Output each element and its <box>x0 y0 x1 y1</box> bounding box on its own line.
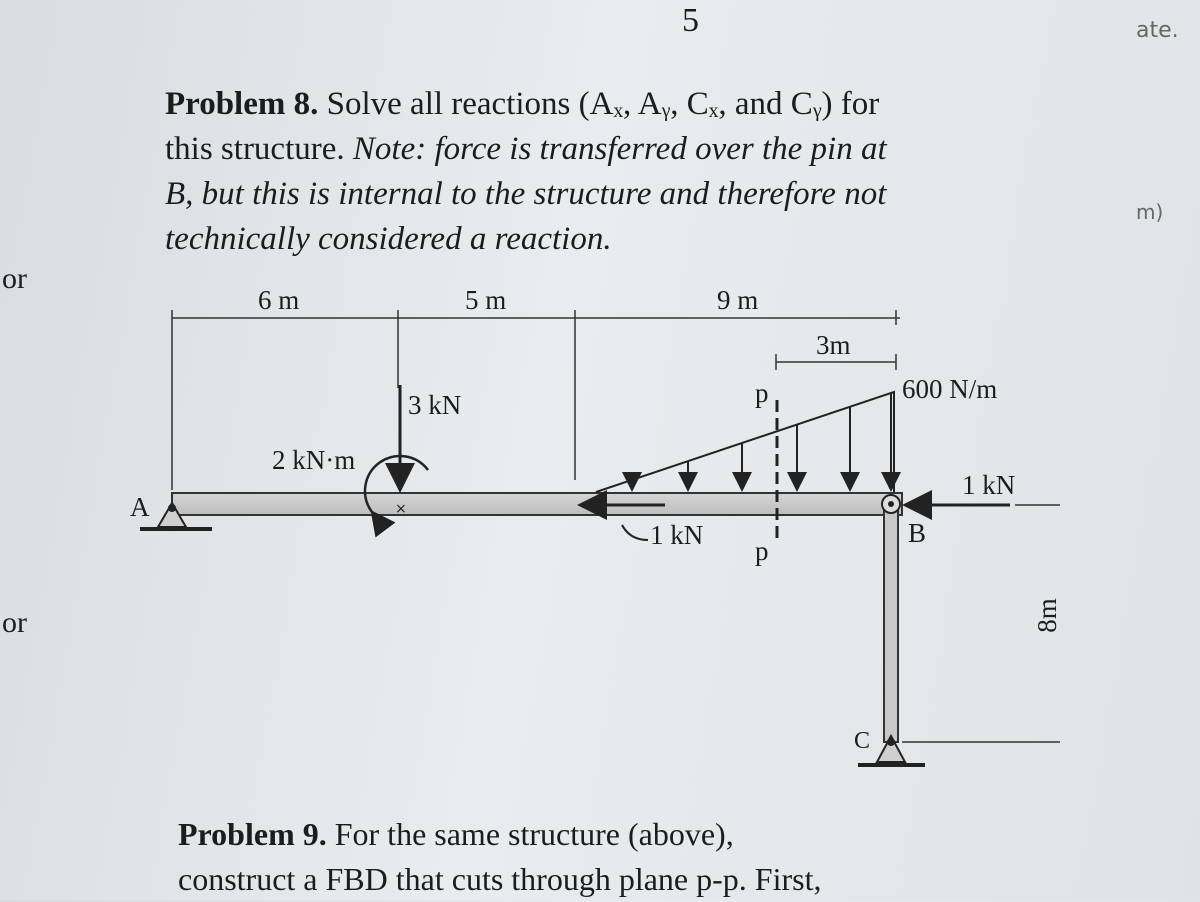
margin-note-top-right: ate. <box>1136 18 1179 43</box>
distributed-load-label: 600 N/m <box>902 374 998 404</box>
dim-5m-label: 5 m <box>465 285 507 315</box>
problem-8-line-3: B, but this is internal to the structure and therefore not <box>165 176 887 212</box>
problem-9-heading: Problem 9. <box>178 816 327 852</box>
margin-note-right-mid: m) <box>1136 200 1164 224</box>
plane-p-top-label: p <box>755 378 769 408</box>
dim-6m-label: 6 m <box>258 285 300 315</box>
label-b: B <box>908 518 927 548</box>
force-1kn-right-label: 1 kN <box>962 470 1016 500</box>
problem-8-line-2b: Note: force is transferred over the pin at <box>352 131 887 167</box>
horizontal-beam <box>172 493 902 515</box>
moment-label: 2 kN·m <box>272 445 356 475</box>
dim-8m-label: 8m <box>1031 598 1062 633</box>
problem-9-line-2: construct a FBD that cuts through plane p-p. First, <box>178 861 822 897</box>
problem-8-line-4: technically considered a reaction. <box>165 221 612 257</box>
plane-p-bottom-label: p <box>755 536 769 566</box>
dim-3m-label: 3m <box>816 330 851 360</box>
force-1kn-left-label: 1 kN <box>650 520 704 550</box>
load-3kn-label: 3 kN <box>408 390 462 420</box>
problem-9-text <box>178 812 821 902</box>
margin-text-left-1: or <box>2 262 27 295</box>
problem-9-line-1: For the same structure (above), <box>326 816 734 852</box>
margin-text-left-2: or <box>2 606 27 639</box>
page-number: 5 <box>682 2 699 39</box>
label-a: A <box>130 492 150 522</box>
problem-8-line-2a: this structure. <box>165 131 353 167</box>
dim-9m-label: 9 m <box>717 285 759 315</box>
label-c: C <box>854 728 871 754</box>
svg-text:×: × <box>395 501 407 517</box>
problem-8-heading: Problem 8. <box>165 86 319 122</box>
vertical-column <box>884 510 898 742</box>
problem-8-line-1: Solve all reactions (Aₓ, Aᵧ, Cₓ, and Cᵧ) for <box>318 86 880 122</box>
